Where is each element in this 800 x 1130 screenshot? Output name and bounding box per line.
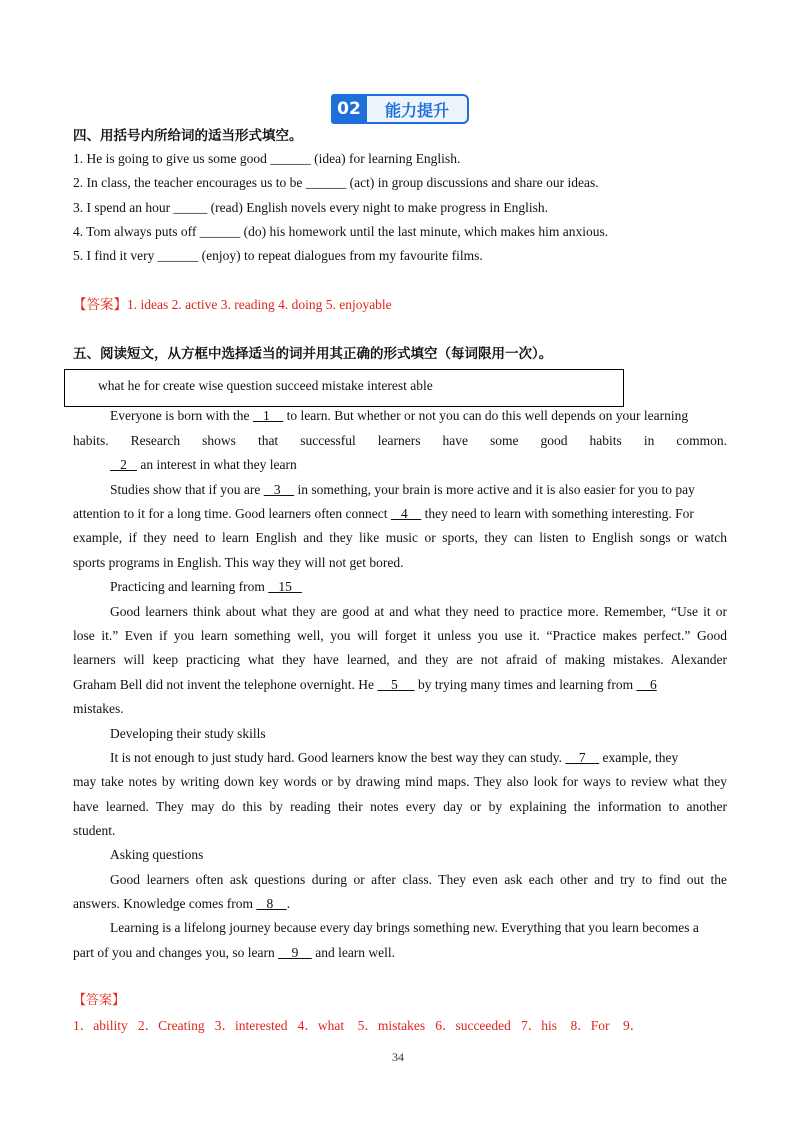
section4-item-1: 1. He is going to give us some good ______ (idea) for learning English. [73,151,461,166]
section-badge [331,94,469,124]
section5-heading: 五、阅读短文，从方框中选择适当的词并用其正确的形式填空（每词限用一次）。 [73,346,553,362]
passage-line: may take notes by writing down key words or by drawing mind maps. They also look for ways to review what they [73,774,727,789]
blank-6: 6 [636,677,657,692]
word-box-words: what he for create wise question succeed mistake interest able [98,378,433,393]
section4-item-4: 4. Tom always puts off ______ (do) his homework until the last minute, which makes him anxious. [73,224,609,239]
passage-line: habits. Research shows that successful learners have some good habits in common. [73,433,727,448]
passage-line: Practicing and learning from 15 [110,579,302,594]
passage-line: sports programs in English. This way they will not get bored. [73,555,404,570]
passage-line: answers. Knowledge comes from 8 . [73,896,291,911]
section5-answer: 1．ability 2．Creating 3．interested 4．what 5．mistakes 6．succeeded 7．his 8．For 9． [73,1018,644,1033]
passage-line: mistakes. [73,701,124,716]
badge-number: 02 [331,94,367,124]
passage-line: 2 an interest in what they learn [110,457,297,472]
passage-line: example, if they need to learn English and they like music or sports, they can listen to English songs or watch [73,530,727,545]
blank-1: 1 [252,408,284,423]
passage-subheading: Developing their study skills [110,726,266,741]
section4-item-3: 3. I spend an hour _____ (read) English novels every night to make progress in English. [73,200,549,215]
blank-4: 4 [390,506,422,521]
section4-item-5: 5. I find it very ______ (enjoy) to repeat dialogues from my favourite films. [73,248,483,263]
passage-line: Good learners often ask questions during or after class. They even ask each other and try to find out the [110,872,727,887]
passage-line: Good learners think about what they are good at and what they need to practice more. Remember, “Use it or [110,604,727,619]
passage-line: Everyone is born with the 1 to learn. But whether or not you can do this well depends on your learning [110,408,689,423]
blank-5: 5 [377,677,415,692]
blank-2: 2 [110,457,137,472]
passage-line: part of you and changes you, so learn 9 and learn well. [73,945,396,960]
section4-answer [73,296,392,314]
passage-line: Learning is a lifelong journey because every day brings something new. Everything that you learn becomes a [110,920,699,935]
passage-line: lose it.” Even if you learn something well, you will forget it unless you use it. “Practice makes perfect.” Good [73,628,727,643]
passage-line: have learned. They may do this by reading their notes every day or by explaining the information to another [73,799,727,814]
section4-item-2: 2. In class, the teacher encourages us to be ______ (act) in group discussions and share our ideas. [73,175,599,190]
answer-label: 【答案】 [73,297,127,312]
passage-line: student. [73,823,116,838]
blank-9: 9 [278,945,312,960]
passage-line: Graham Bell did not invent the telephone overnight. He 5 by trying many times and learning from 6 [73,677,657,692]
blank-15: 15 [268,579,302,594]
section4-heading: 四、用括号内所给词的适当形式填空。 [73,128,303,144]
blank-7: 7 [565,750,600,765]
passage-subheading: Asking questions [110,847,204,862]
blank-8: 8 [256,896,287,911]
blank-3: 3 [263,482,295,497]
passage-line: learners will keep practicing what they have learned, and they are not afraid of making mistakes. Alexander [73,652,727,667]
page-number: 34 [392,1050,404,1064]
passage-line: It is not enough to just study hard. Good learners know the best way they can study. 7 example, they [110,750,679,765]
passage-line: Studies show that if you are 3 in something, your brain is more active and it is also easier for you to pay [110,482,695,497]
badge-label: 能力提升 [367,94,469,124]
answer-text: 1. ideas 2. active 3. reading 4. doing 5. enjoyable [127,297,392,312]
section5-answer-label: 【答案】 [73,993,126,1008]
word-box [64,369,624,407]
passage-line: attention to it for a long time. Good learners often connect 4 they need to learn with something interesting. For [73,506,694,521]
